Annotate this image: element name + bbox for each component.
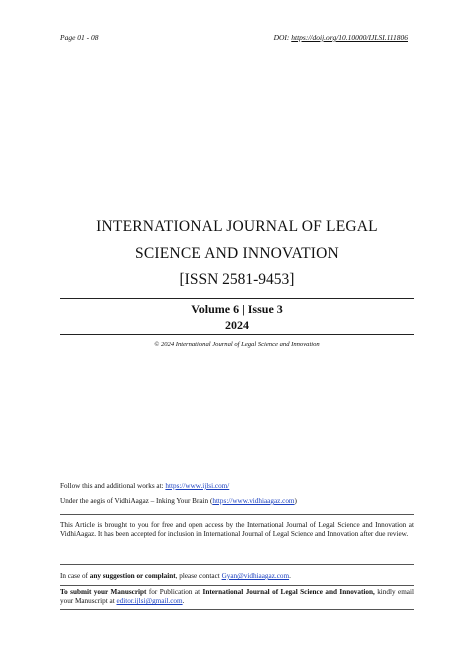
follow-line [60,482,414,491]
page-number: Page 01 - 08 [60,33,99,42]
article-notice: This Article is brought to you for free and open access by the International Journal of Legal Science and Innovation at VidhiAagaz. It has been accepted for inclusion in International Journal of Legal Science and Innovation after due review. [60,521,414,539]
suggest-email-link[interactable]: Gyan@vidhiaagaz.com [221,572,290,580]
divider-footer-4 [60,609,414,610]
aegis-line [60,497,414,506]
divider-footer-3 [60,585,414,586]
divider-top [60,298,414,299]
divider-footer-2 [60,564,414,565]
doi-prefix: DOI: [273,33,292,42]
journal-title-line1: INTERNATIONAL JOURNAL OF LEGAL [96,218,378,235]
aegis-close: ) [294,497,297,505]
submission-line [60,588,414,607]
journal-issn: [ISSN 2581-9453] [179,271,295,288]
divider-footer-1 [60,514,414,515]
suggest-mid: , please contact [175,572,222,580]
submit-email-link[interactable]: editor.ijlsi@gmail.com [116,597,183,606]
volume-issue: Volume 6 | Issue 3 [191,302,283,316]
suggest-end: . [289,572,291,580]
aegis-text: Under the aegis of VidhiAagaz – Inking Your Brain ( [60,497,213,505]
follow-text: Follow this and additional works at: [60,482,166,490]
journal-title-line2: SCIENCE AND INNOVATION [135,245,339,262]
submit-bold-1: To submit your Manuscript [60,588,147,596]
copyright-notice: © 2024 International Journal of Legal Science and Innovation [154,341,320,348]
doi-link[interactable]: https://doij.org/10.10000/IJLSI.111806 [291,33,408,42]
publication-year: 2024 [225,318,249,332]
submit-mid-2: kindly email your Manuscript at [60,588,414,606]
follow-link[interactable]: https://www.ijlsi.com/ [165,482,230,490]
aegis-link[interactable]: https://www.vidhiaagaz.com [212,497,295,505]
submit-bold-2: International Journal of Legal Science and Innovation, [202,588,375,596]
suggestion-line [60,572,414,581]
doi-header [274,33,408,42]
submit-end: . [182,597,185,606]
divider-mid [60,334,414,335]
submit-mid-1: for Publication at [146,588,203,596]
suggest-pre: In case of [60,572,90,580]
suggest-bold: any suggestion or complaint [89,572,176,580]
